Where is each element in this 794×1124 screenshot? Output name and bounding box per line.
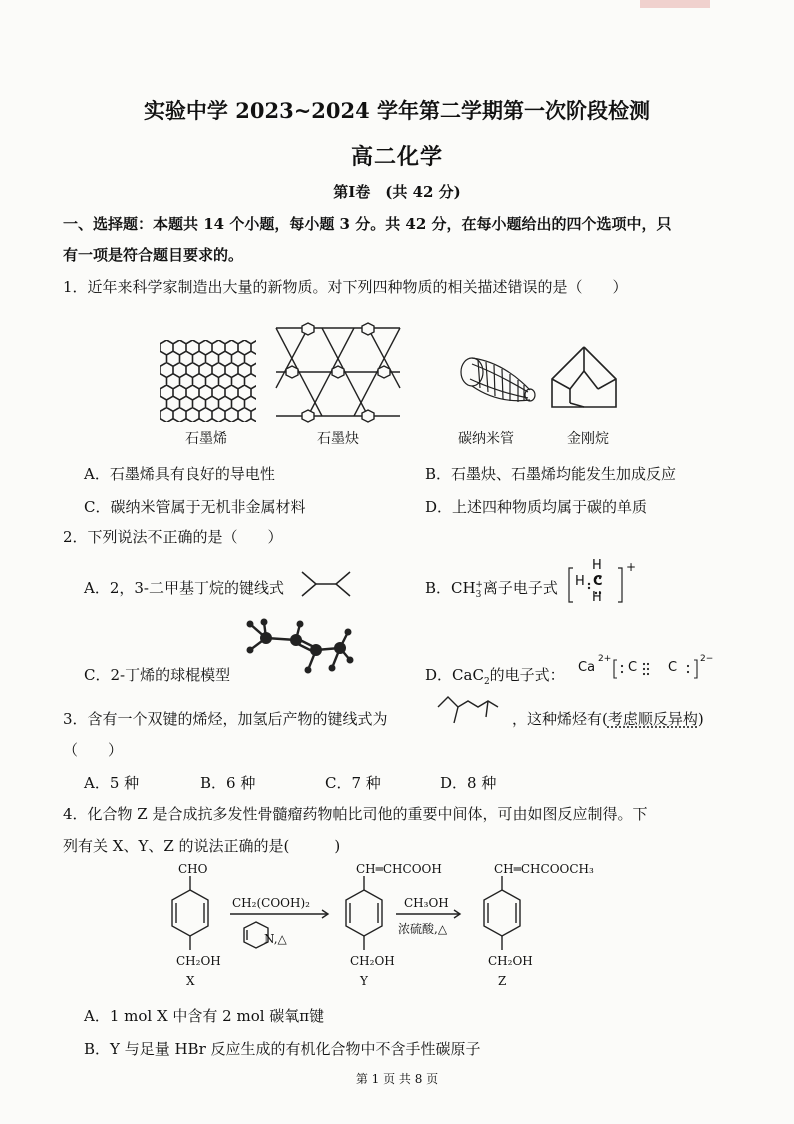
q3-stem-dotted: 考虑顺反异构 [607, 710, 698, 728]
q2-option-b [425, 577, 558, 600]
z-ester: CH═CHCOOCH₃ [494, 862, 594, 876]
volume-title: 第Ⅰ卷 (共 42 分) [333, 183, 461, 201]
q1-option-c: C．碳纳米管属于无机非金属材料 [84, 498, 306, 516]
q3-skeletal-formula [436, 693, 508, 727]
q2-option-c: C．2-丁烯的球棍模型 [84, 666, 231, 684]
q2-option-d [425, 664, 565, 687]
q2-d-prefix: D．CaC [425, 666, 484, 684]
q2-option-a: A．2，3-二甲基丁烷的键线式 [84, 579, 284, 597]
y-hydroxymethyl: CH₂OH [350, 954, 395, 968]
cac2-electron-formula [578, 654, 718, 682]
ch3-electron-formula [566, 558, 636, 608]
section-intro-line1: 一、选择题：本题共 14 个小题，每小题 3 分。共 42 分，在每小题给出的四个选项中，只 [63, 215, 672, 233]
q3-option-b: B．6 种 [200, 774, 256, 792]
ch3-h-top: H [592, 558, 602, 573]
q3-stem-post: ，这种烯烃有( [512, 710, 608, 728]
q4-stem-line2: 列有关 X、Y、Z 的说法正确的是( ) [63, 837, 341, 855]
nanotube-figure [458, 352, 538, 412]
nanotube-caption: 碳纳米管 [458, 431, 514, 447]
q3-stem-prefix: 3．含有一个双键的烯烃，加氢后产物的键线式为 [63, 710, 388, 728]
q2-stem: 2．下列说法不正确的是（ ） [63, 528, 283, 546]
page-footer: 第 1 页 共 8 页 [355, 1072, 439, 1086]
x-hydroxymethyl: CH₂OH [176, 954, 221, 968]
adamantane-caption: 金刚烷 [567, 431, 609, 447]
ch3-c: C [593, 574, 603, 589]
reaction-scheme [160, 858, 640, 998]
y-label: Y [360, 974, 368, 988]
cac2-ca-charge: 2+ [598, 654, 612, 664]
q4-option-a: A．1 mol X 中含有 2 mol 碳氧π键 [84, 1007, 325, 1025]
adamantane-figure [548, 345, 620, 411]
q1-option-a: A．石墨烯具有良好的导电性 [84, 465, 275, 483]
exam-title: 实验中学 2023~2024 学年第二学期第一次阶段检测 [143, 98, 651, 123]
q3-option-a: A．5 种 [84, 774, 140, 792]
reagent-sulfuric-cond: 浓硫酸,△ [398, 922, 448, 936]
butene-ball-stick-model [244, 618, 354, 678]
dimethylbutane-skeletal [300, 568, 352, 600]
x-aldehyde: CHO [178, 862, 208, 876]
q3-stem-suffix [512, 708, 704, 729]
cac2-ca: Ca [578, 660, 596, 675]
q4-stem-line1: 4．化合物 Z 是合成抗多发性骨髓瘤药物帕比司他的重要中间体，可由如图反应制得。下 [63, 805, 648, 823]
q3-option-c: C．7 种 [325, 774, 381, 792]
x-label: X [186, 974, 195, 988]
reagent-methanol: CH₃OH [404, 896, 449, 910]
q2-b-sup: + [475, 580, 483, 590]
cac2-c1: C [628, 660, 638, 675]
q2-b-sub: 3 [475, 590, 482, 600]
graphdiyne-caption: 石墨炔 [317, 431, 359, 447]
q2-d-sub: 2 [483, 677, 490, 687]
section-intro-line2: 有一项是符合题目要求的。 [63, 246, 244, 264]
q2-d-text: 的电子式： [489, 666, 565, 684]
cac2-charge: 2− [700, 654, 714, 664]
q3-stem-close: ) [697, 710, 704, 728]
ch3-charge: + [626, 560, 637, 574]
q2-b-text: 离子电子式 [482, 579, 558, 597]
subject-title: 高二化学 [350, 144, 443, 170]
ch3-h-bottom: H [592, 590, 602, 605]
reagent-malonic-acid: CH₂(COOH)₂ [232, 896, 310, 910]
cac2-c2: C [668, 660, 678, 675]
y-acrylic: CH═CHCOOH [356, 862, 442, 876]
q3-paren: （ ） [63, 741, 124, 759]
q2-b-prefix: B．CH [425, 579, 476, 597]
q1-stem: 1．近年来科学家制造出大量的新物质。对下列四种物质的相关描述错误的是（ ） [63, 278, 628, 296]
z-label: Z [498, 974, 507, 988]
reagent-pyridine-cond: N,△ [264, 932, 287, 946]
q1-option-d: D．上述四种物质均属于碳的单质 [425, 498, 648, 516]
q1-option-b: B．石墨炔、石墨烯均能发生加成反应 [425, 465, 677, 483]
q3-option-d: D．8 种 [440, 774, 497, 792]
graphdiyne-figure [272, 322, 404, 422]
graphene-figure [160, 340, 260, 425]
q4-option-b: B．Y 与足量 HBr 反应生成的有机化合物中不含手性碳原子 [84, 1040, 481, 1058]
scan-mark [640, 0, 710, 8]
graphene-caption: 石墨烯 [185, 431, 227, 447]
ch3-h-left: H [575, 574, 585, 589]
z-hydroxymethyl: CH₂OH [488, 954, 533, 968]
